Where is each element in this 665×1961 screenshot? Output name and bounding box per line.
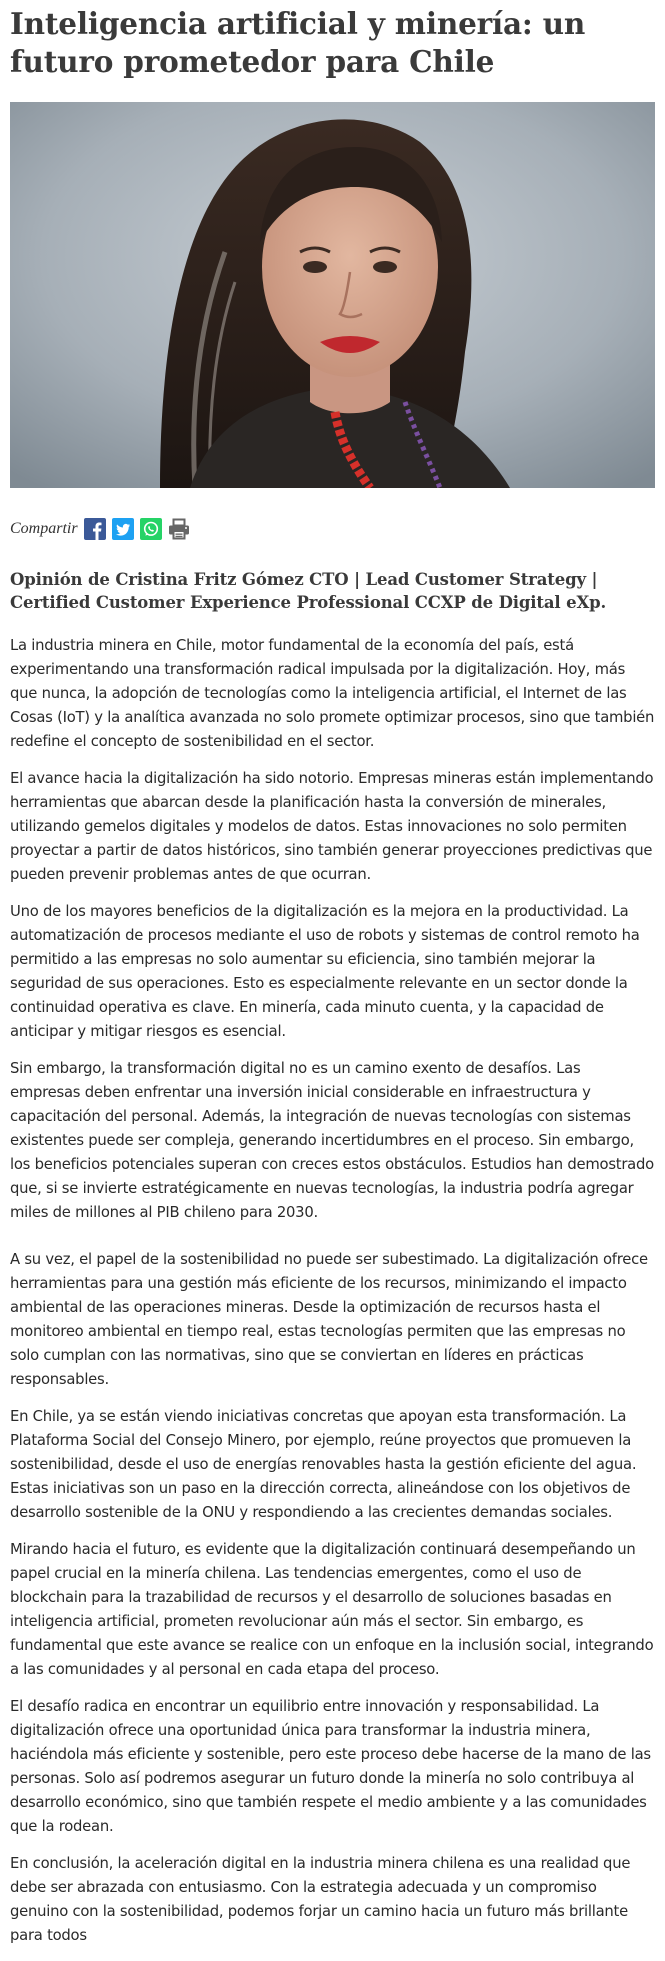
twitter-icon[interactable] xyxy=(112,518,134,540)
author-byline: Opinión de Cristina Fritz Gómez CTO | Lead Customer Strategy | Certified Customer Experience Professional CCXP de Digital eXp. xyxy=(10,570,607,612)
article-body xyxy=(10,634,655,1948)
paragraph: A su vez, el papel de la sostenibilidad no puede ser subestimado. La digitalización ofrece herramientas para una gestión más eficiente de los recursos, minimizando el impacto ambiental de las operaciones mineras. Desde la optimización de recursos hasta el monitoreo ambiental en tiempo real, estas tecnologías permiten que las empresas no solo cumplan con las normativas, sino que se conviertan en líderes en prácticas responsables. xyxy=(10,1251,648,1388)
paragraph: En conclusión, la aceleración digital en la industria minera chilena es una realidad que debe ser abrazada con entusiasmo. Con la estrategia adecuada y un compromiso genuino con la sostenibilidad, podemos forjar un camino hacia un futuro más brillante para todos xyxy=(10,1855,631,1944)
article xyxy=(10,0,655,1961)
whatsapp-icon[interactable] xyxy=(140,518,162,540)
paragraph: Sin embargo, la transformación digital no es un camino exento de desafíos. Las empresas deben enfrentar una inversión inicial considerable en infraestructura y capacitación del personal. Además, la integración de nuevas tecnologías con sistemas existentes puede ser compleja, generando incertidumbres en el proceso. Sin embargo, los beneficios potenciales superan con creces estos obstáculos. Estudios han demostrado que, si se invierte estratégicamente en nuevas tecnologías, la industria podría agregar miles de millones al PIB chileno para 2030. xyxy=(10,1060,654,1221)
article-title: Inteligencia artificial y minería: un futuro prometedor para Chile xyxy=(10,6,586,79)
print-icon[interactable] xyxy=(168,518,190,540)
paragraph: La industria minera en Chile, motor fundamental de la economía del país, está experimentando una transformación radical impulsada por la digitalización. Hoy, más que nunca, la adopción de tecnologías como la inteligencia artificial, el Internet de las Cosas (IoT) y la analítica avanzada no solo promete optimizar procesos, sino que también redefine el concepto de sostenibilidad en el sector. xyxy=(10,637,655,750)
facebook-icon[interactable] xyxy=(84,518,106,540)
share-bar xyxy=(10,514,655,544)
share-label: Compartir xyxy=(10,520,78,537)
paragraph: El desafío radica en encontrar un equilibrio entre innovación y responsabilidad. La digitalización ofrece una oportunidad única para transformar la industria minera, haciéndola más eficiente y sostenible, pero este proceso debe hacerse de la mano de las personas. Solo así podremos asegurar un futuro donde la minería no solo contribuya al desarrollo económico, sino que también respete el medio ambiente y a las comunidades que la rodean. xyxy=(10,1698,651,1835)
author-photo xyxy=(10,102,655,488)
paragraph: El avance hacia la digitalización ha sido notorio. Empresas mineras están implementando herramientas que abarcan desde la planificación hasta la conversión de minerales, utilizando gemelos digitales y modelos de datos. Estas innovaciones no solo permiten proyectar a partir de datos históricos, sino también generar proyecciones predictivas que pueden prevenir problemas antes de que ocurran. xyxy=(10,770,654,883)
paragraph: Mirando hacia el futuro, es evidente que la digitalización continuará desempeñando un papel crucial en la minería chilena. Las tendencias emergentes, como el uso de blockchain para la trazabilidad de recursos y el desarrollo de soluciones basadas en inteligencia artificial, prometen revolucionar aún más el sector. Sin embargo, es fundamental que este avance se realice con un enfoque en la inclusión social, integrando a las comunidades y al personal en cada etapa del proceso. xyxy=(10,1541,654,1678)
paragraph: En Chile, ya se están viendo iniciativas concretas que apoyan esta transformación. La Plataforma Social del Consejo Minero, por ejemplo, reúne proyectos que promueven la sostenibilidad, desde el uso de energías renovables hasta la gestión eficiente del agua. Estas iniciativas son un paso en la dirección correcta, alineándose con los objetivos de desarrollo sostenible de la ONU y respondiendo a las crecientes demandas sociales. xyxy=(10,1408,637,1521)
paragraph: Uno de los mayores beneficios de la digitalización es la mejora en la productividad. La automatización de procesos mediante el uso de robots y sistemas de control remoto ha permitido a las empresas no solo aumentar su eficiencia, sino también mejorar la seguridad de sus operaciones. Esto es especialmente relevante en un sector donde la continuidad operativa es clave. En minería, cada minuto cuenta, y la capacidad de anticipar y mitigar riesgos es esencial. xyxy=(10,903,640,1040)
